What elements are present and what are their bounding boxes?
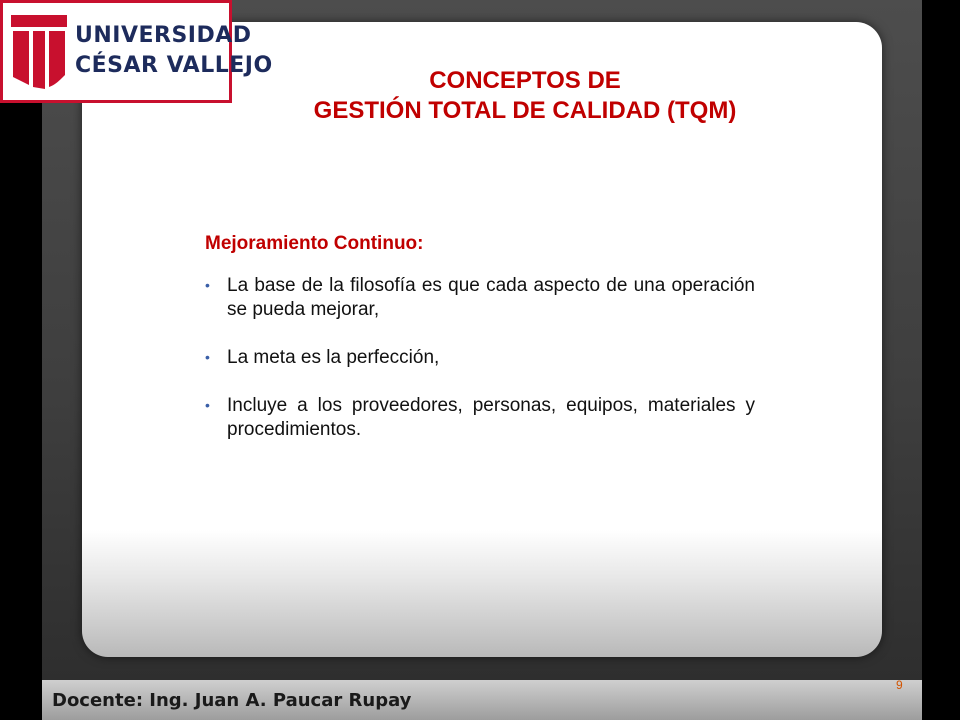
- bullet-dot-icon: •: [205, 349, 210, 365]
- bullet-dot-icon: •: [205, 277, 210, 293]
- page-number: 9: [896, 678, 903, 692]
- bullet-list: [205, 274, 755, 442]
- slide-title-line-2: GESTIÓN TOTAL DE CALIDAD (TQM): [313, 97, 737, 124]
- university-shield-icon: [11, 15, 67, 91]
- slide-title-line-1: CONCEPTOS DE: [429, 67, 621, 94]
- university-logo: [0, 0, 273, 103]
- logo-line-2: CÉSAR VALLEJO: [75, 53, 273, 78]
- bullet-text: Incluye a los proveedores, personas, equipos, materiales y procedimientos.: [227, 395, 755, 440]
- slide-content: [205, 232, 755, 466]
- bullet-text: La meta es la perfección,: [227, 347, 440, 368]
- docente-footer: Docente: Ing. Juan A. Paucar Rupay: [52, 690, 412, 711]
- bullet-item: [205, 274, 755, 322]
- bullet-item: [205, 394, 755, 442]
- bullet-dot-icon: •: [205, 397, 210, 413]
- bullet-item: [205, 346, 755, 370]
- slide-title: [200, 66, 850, 126]
- logo-line-1: UNIVERSIDAD: [75, 23, 252, 48]
- bullet-text: La base de la filosofía es que cada aspecto de una operación se pueda mejorar,: [227, 275, 755, 320]
- section-subtitle: Mejoramiento Continuo:: [205, 233, 424, 254]
